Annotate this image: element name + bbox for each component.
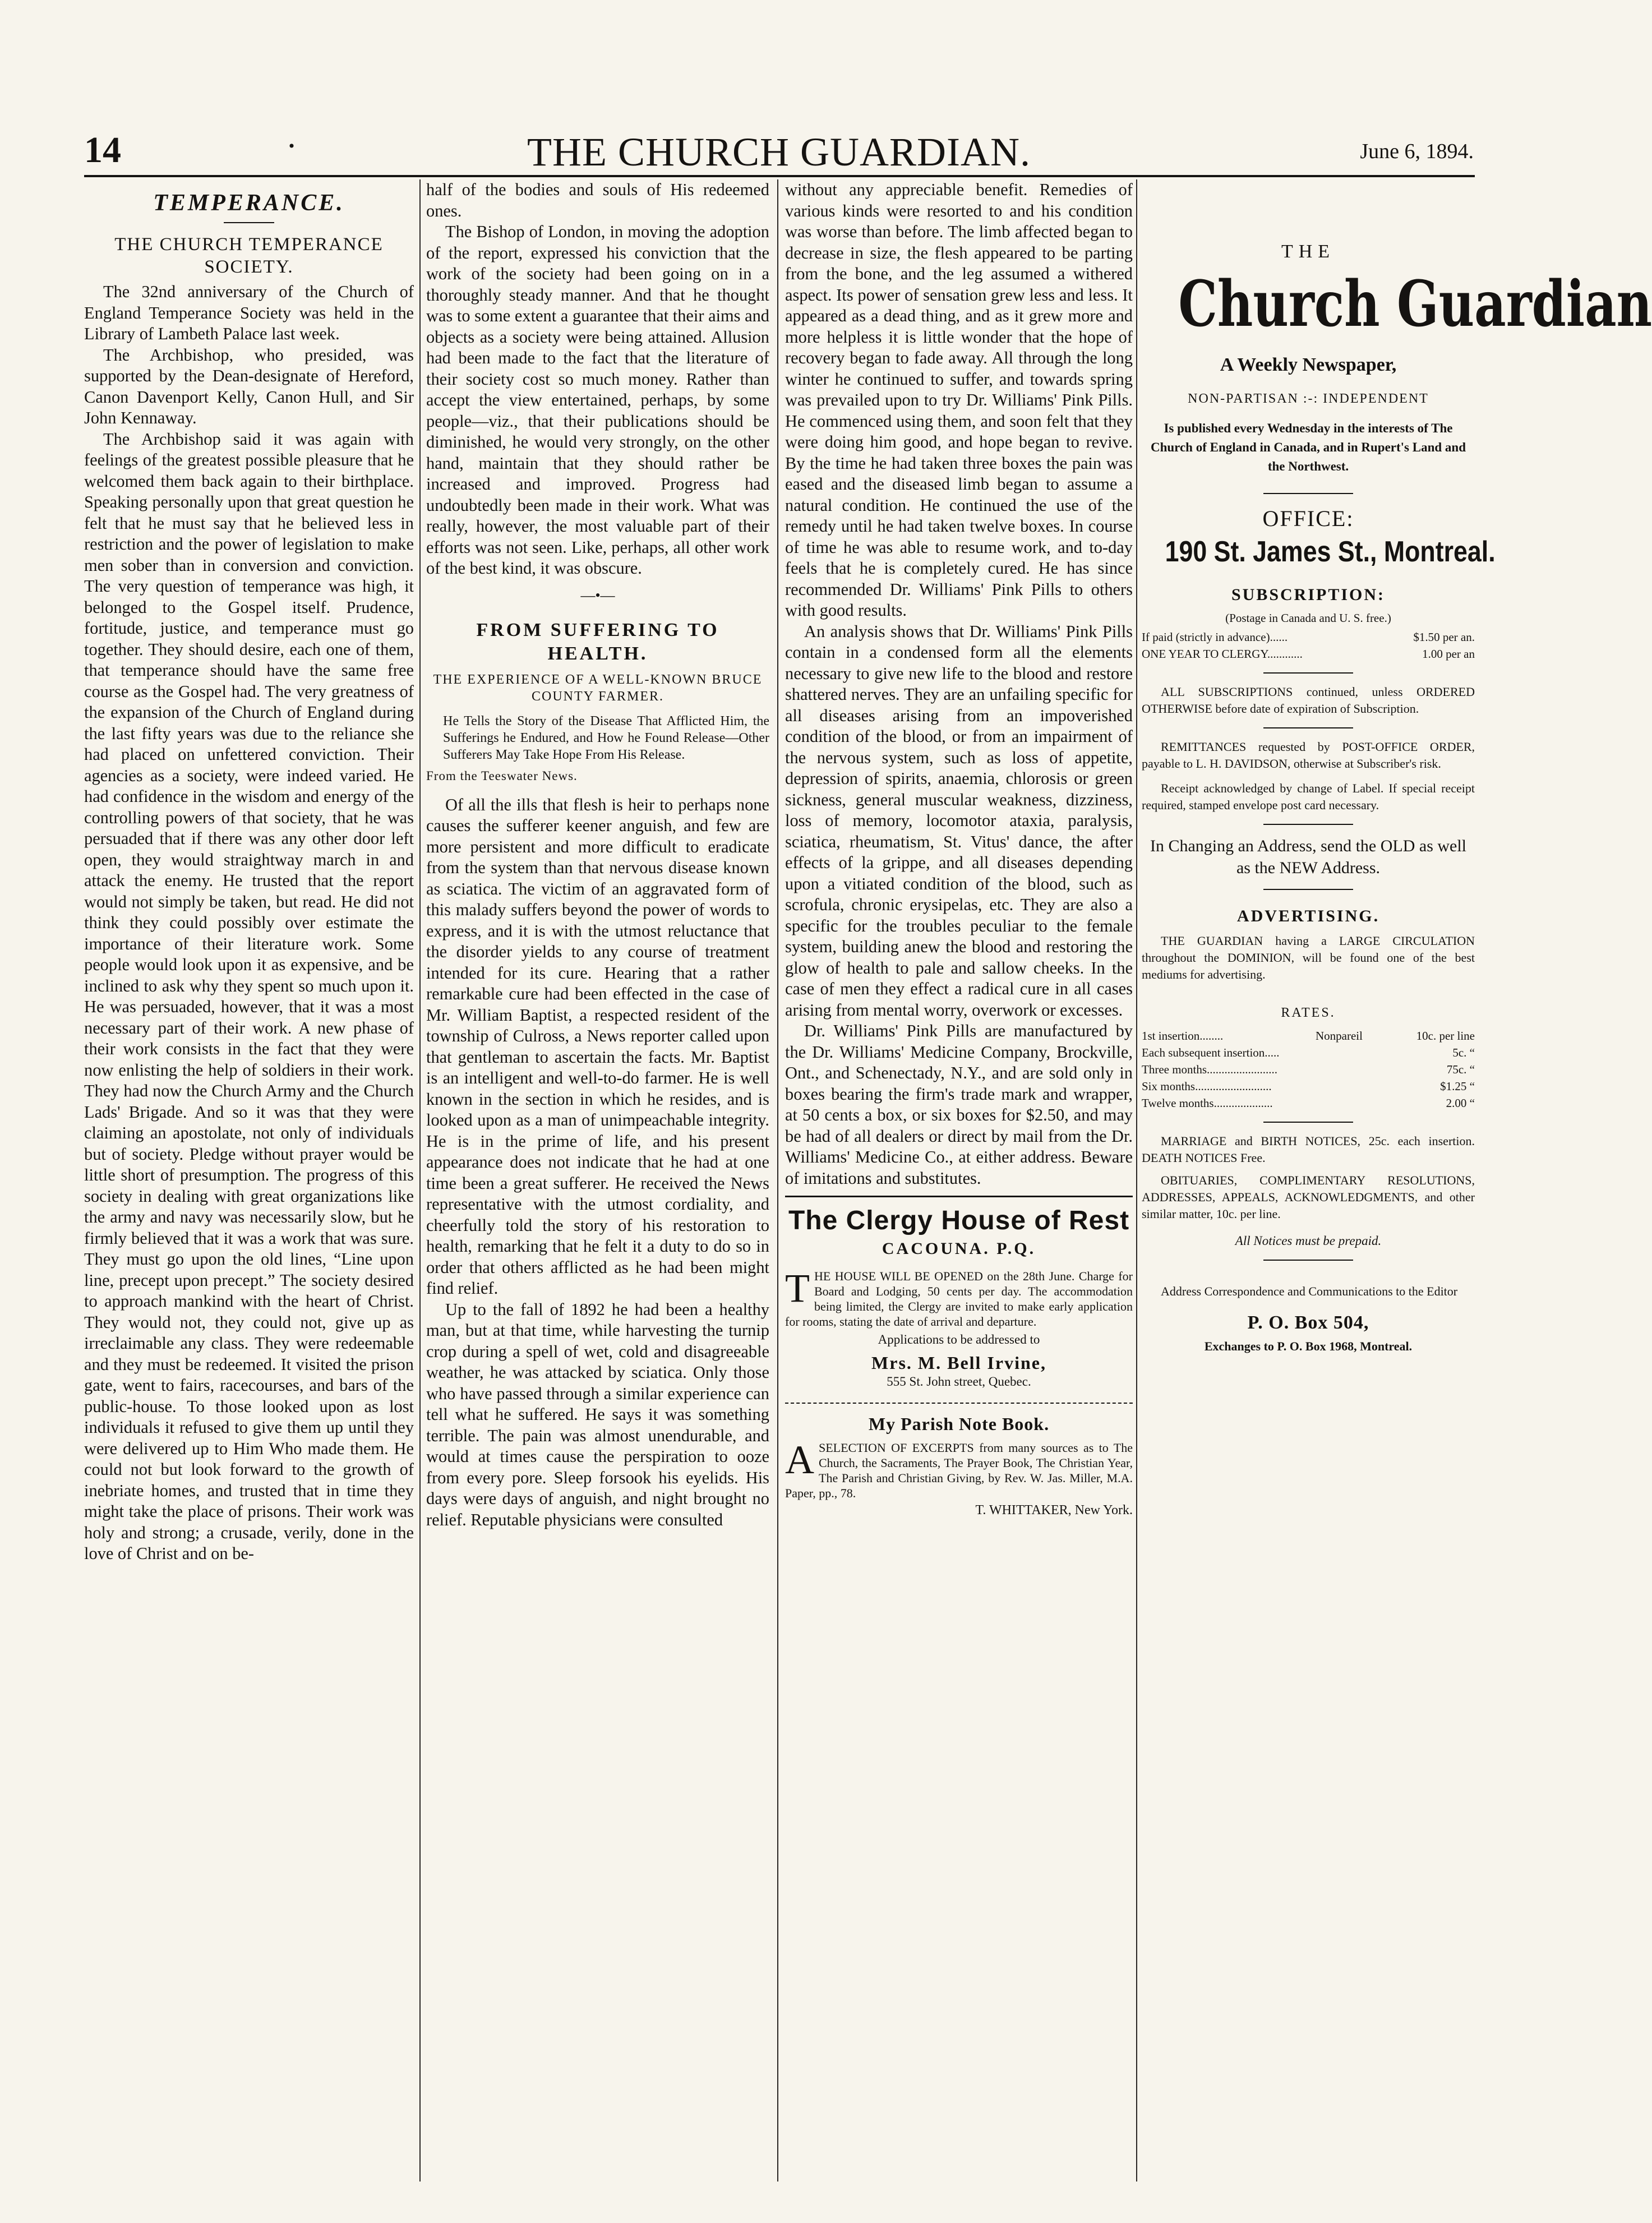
- ad-apply: Applications to be addressed to: [878, 1332, 1040, 1346]
- remittances-note: REMITTANCES requested by POST-OFFICE ORDER, payable to L. H. DAVIDSON, otherwise at Subscriber's risk.: [1142, 740, 1475, 771]
- paragraph: half of the bodies and souls of His redeemed ones.: [426, 180, 769, 220]
- rate-label: Six months..........................: [1142, 1080, 1272, 1093]
- clergy-house-ad: [785, 1196, 1133, 1404]
- ad-text: SELECTION OF EXCERPTS from many sources as to The Church, the Sacraments, The Prayer Book, The Christian Year, The Parish and Christian Giving, by Rev. W. Jas. Miller, M.A. Paper, pp., 78.: [785, 1441, 1133, 1500]
- column-1: [84, 179, 414, 2187]
- ad-title: The Clergy House of Rest: [788, 1206, 1130, 1235]
- article-heading: FROM SUFFERING TO HEALTH.: [476, 619, 719, 664]
- paragraph: The Archbishop, who presided, was supported by the Dean-designate of Hereford, Canon Davenport Kelly, Canon Hull, and Sir John Kennaway.: [84, 345, 414, 427]
- paragraph: without any appreciable benefit. Remedies of various kinds were resorted to and his condition was worse than before. The limb affected began to decrease in size, the flesh appeared to be parting from the bone, and the leg assumed a withered aspect. Its power of sensation grew less and less. It appeared as a dead thing, and as it grew more and more helpless it is little wonder that the hope of recovery began to fade away. All through the long winter he continued to suffer, and towards spring was prevailed upon to try Dr. Williams' Pink Pills. He commenced using them, and soon felt that they were doing him good, and hope began to revive. By the time he had taken three boxes the pain was eased and the diseased limb began to assume a natural condition. He continued the use of the remedy until he had taken twelve boxes. In course of time he was able to resume work, and to-day feels that he is completely cured. He has since recommended Dr. Williams' Pink Pills to others with good results.: [785, 180, 1133, 620]
- masthead-logo: Church Guardian: [1178, 268, 1652, 341]
- paper-title: THE CHURCH GUARDIAN.: [527, 130, 1031, 174]
- paragraph: The Bishop of London, in moving the adoption of the report, expressed his conviction that the work of the society had been going on in a thoroughly steady manner. And that he thought was to some extent a guarantee that their aims and objects as a society were being attained. Allusion had been made to the fact that the literature of their society cost so much money. Rather than accept the view entertained, perhaps, by some people—viz., that their publications should be diminished, he would very strongly, on the other hand, maintain that they should rather be increased and improved. Progress had undoubtedly been made in their work. What was really, however, the most valuable part of their efforts was not seen. Like, perhaps, all other work of the best kind, it was obscure.: [426, 222, 769, 578]
- rate-label: Each subsequent insertion.....: [1142, 1046, 1280, 1059]
- prepaid-note: All Notices must be prepaid.: [1235, 1234, 1382, 1248]
- rule: [224, 222, 274, 223]
- subscription-price: $1.50 per an.: [1413, 630, 1475, 644]
- column-3: [785, 179, 1133, 2187]
- rate-label: Twelve months....................: [1142, 1096, 1273, 1110]
- rule: [1263, 1260, 1353, 1261]
- drop-cap: A: [785, 1437, 814, 1482]
- rate-label: Three months........................: [1142, 1063, 1278, 1076]
- rate-price: $1.25 “: [1440, 1080, 1475, 1093]
- rate-type: [1316, 1044, 1402, 1061]
- obituaries-rate: OBITUARIES, COMPLIMENTARY RESOLUTIONS, ADDRESSES, APPEALS, ACKNOWLEDGMENTS, and other similar matter, 10c. per line.: [1142, 1173, 1475, 1221]
- subscription-row: [1142, 629, 1475, 645]
- postage-note: (Postage in Canada and U. S. free.): [1225, 611, 1391, 625]
- article-deck: He Tells the Story of the Disease That Afflicted Him, the Sufferings he Endured, and How he Found Release—Other Sufferers May Take Hope From His Release.: [443, 713, 769, 762]
- header-bullet: ·: [286, 127, 297, 164]
- rate-row: [1142, 1078, 1475, 1095]
- advertising-heading: ADVERTISING.: [1236, 907, 1380, 925]
- column-divider: [419, 179, 421, 2182]
- drop-cap: T: [785, 1266, 810, 1311]
- rule: [1263, 672, 1353, 674]
- column-2: [426, 179, 769, 2187]
- notebook-ad: [785, 1414, 1133, 1518]
- column-divider: [1136, 179, 1137, 2182]
- rate-label: 1st insertion........: [1142, 1029, 1224, 1043]
- ad-title: My Parish Note Book.: [868, 1414, 1050, 1434]
- paragraph: The 32nd anniversary of the Church of England Temperance Society was held in the Library of Lambeth Palace last week.: [84, 282, 414, 343]
- issue-date: June 6, 1894.: [1360, 140, 1474, 163]
- office-label: OFFICE:: [1262, 506, 1354, 531]
- rate-row: [1142, 1061, 1475, 1078]
- notices-rate: MARRIAGE and BIRTH NOTICES, 25c. each insertion. DEATH NOTICES Free.: [1142, 1134, 1475, 1165]
- rate-row: [1142, 1044, 1475, 1061]
- page-number: 14: [84, 130, 121, 170]
- correspondence-note: Address Correspondence and Communications to the Editor: [1161, 1284, 1458, 1298]
- paragraph: Dr. Williams' Pink Pills are manufactured by the Dr. Williams' Medicine Company, Brockville, Ont., and Schenectady, N.Y., and are sold only in boxes bearing the firm's trade mark and wrapper, at 50 cents a box, or six boxes for $2.50, and may be had of all dealers or direct by mail from the Dr. Williams' Medicine Co., at either address. Beware of imitations and substitutes.: [785, 1021, 1133, 1188]
- rule: [1263, 493, 1353, 494]
- ad-body: [785, 1437, 1133, 1501]
- rule: [1263, 889, 1353, 890]
- section-heading: TEMPERANCE.: [153, 190, 345, 216]
- rate-price: 5c. “: [1452, 1046, 1475, 1059]
- advertising-text: THE GUARDIAN having a LARGE CIRCULATION throughout the DOMINION, will be found one of the best mediums for advertising.: [1142, 934, 1475, 981]
- paragraph: The Archbishop said it was again with feelings of the greatest possible pleasure that he welcomed them back again to their birthplace. Speaking personally upon that great question he felt that he must say that he believed less in restriction and the power of legislation to make men sober than in conversion and conviction. The very question of temperance was high, it belonged to the Gospel itself. Prudence, fortitude, justice, and temperance must go together. They should desire, each one of them, that temperance should have the same free course as the Gospel had. The very greatness of the expansion of the Church of England during the last fifty years was due to the reliance she had placed on unfettered conviction. Their agencies as a society, were indeed varied. He had confidence in the wisdom and energy of the controlling powers of that society, that he was persuaded that if there was any other door left open, they would straightway march in and attack the enemy. He trusted that the report would not simply be taken, but read. He did not think they could possibly over estimate the importance of their literature work. Some people would look upon it as expensive, and be inclined to ask why they spent so much upon it. He was persuaded, however, that it was a most necessary part of their work. A new phase of their work consists in the fact that they were now enlisting the help of soldiers in their work. They had now the Church Army and the Church Lads' Brigade. And so it was that they were claiming an apostolate, not only of individuals but of society. Pledge without prayer would be little short of presumption. The progress of this society in dealing with great organizations like the army and navy was necessarily slow, but he firmly believed that it was a work that was sure. They must go upon the old lines, “Line upon line, precept upon precept.” The society desired to approach mankind with the heart of Christ. They would not, they could not, give up as irreclaimable any class. They were redeemable and they must be redeemed. It visited the prison gate, went to fairs, racecourses, and bars of the public-house. To those looked upon as lost individuals it refused to give them up until they were delivered up to Him Who made them. He could not but look forward to the growth of inebriate homes, and trusted that in time they might take the place of prisons. Their work was holy and strong; a crusade, verily, done in the love of Christ and on be-: [84, 429, 414, 1563]
- subscription-heading: SUBSCRIPTION:: [1231, 585, 1386, 604]
- subscription-label: ONE YEAR TO CLERGY............: [1142, 647, 1303, 661]
- rate-price: 10c. per line: [1416, 1029, 1475, 1043]
- nonpartisan-line: NON-PARTISAN :-: INDEPENDENT: [1188, 391, 1429, 406]
- rate-type: Nonpareil: [1316, 1029, 1363, 1043]
- ad-publisher: T. WHITTAKER, New York.: [975, 1503, 1133, 1518]
- column-divider: [777, 179, 778, 2182]
- article-source: From the Teeswater News.: [426, 768, 578, 783]
- ornament-divider: —•—: [580, 587, 615, 603]
- tagline: A Weekly Newspaper,: [1220, 354, 1397, 375]
- ad-text: HE HOUSE WILL BE OPENED on the 28th June. Charge for Board and Lodging, 50 cents per day. The accommodation being limited, the Clergy are invited to make early application for rooms, stating the date of arrival and departure.: [785, 1269, 1133, 1329]
- article-subheading: THE EXPERIENCE OF A WELL-KNOWN BRUCE COUNTY FARMER.: [433, 672, 763, 704]
- page-header: [84, 124, 1474, 181]
- masthead-the: THE: [1281, 241, 1336, 262]
- paragraph: Up to the fall of 1892 he had been a healthy man, but at that time, while harvesting the turnip crop during a spell of wet, cold and disagreeable weather, he was attacked by sciatica. Only those who have passed through a similar experience can tell what he suffered. He says it was something terrible. The pain was almost unendurable, and would at times cause the perspiration to ooze from every pore. Sleep forsook his eyelids. His days were days of anguish, and night brought no relief. Reputable physicians were consulted: [426, 1299, 769, 1529]
- receipt-note: Receipt acknowledged by change of Label. If special receipt required, stamped envelope post card necessary.: [1142, 781, 1475, 812]
- rate-type: [1316, 1078, 1402, 1095]
- rate-price: 75c. “: [1446, 1063, 1475, 1076]
- publication-note: Is published every Wednesday in the interests of The Church of England in Canada, and in Rupert's Land and the Northwest.: [1150, 421, 1466, 473]
- office-address: 190 St. James St., Montreal.: [1165, 536, 1496, 568]
- article-subheading: THE CHURCH TEMPERANCE SOCIETY.: [114, 234, 384, 277]
- exchanges-note: Exchanges to P. O. Box 1968, Montreal.: [1204, 1339, 1413, 1353]
- rate-type: [1316, 1095, 1402, 1112]
- column-4: [1142, 179, 1652, 2187]
- paragraph: Of all the ills that flesh is heir to perhaps none causes the sufferer keener anguish, and few are more persistent and more difficult to eradicate from the system than that nervous disease known as sciatica. The victim of an aggravated form of this malady suffers beyond the power of words to express, and it is with the utmost reluctance that the disorder yields to any course of treatment intended for its cure. Hearing that a rather remarkable cure had been effected in the case of Mr. William Baptist, a respected resident of the township of Culross, a News reporter called upon that gentleman to ascertain the facts. Mr. Baptist is an intelligent and well-to-do farmer. He is well known in the section in which he resides, and is looked upon as a man of unimpeachable integrity. He is in the prime of life, and his present appearance does not indicate that he had at one time been a great sufferer. He received the News representative with the utmost cordiality, and cheerfully told the story of his restoration to health, remarking that he felt it a duty to do so in order that others afflicted as he had been might find relief.: [426, 795, 769, 1298]
- subscription-price: 1.00 per an: [1422, 647, 1475, 661]
- rate-row: [1142, 1027, 1475, 1044]
- rate-row: [1142, 1095, 1475, 1112]
- ad-contact-address: 555 St. John street, Quebec.: [887, 1375, 1031, 1389]
- rule: [1263, 727, 1353, 728]
- rate-price: 2.00 “: [1446, 1096, 1475, 1110]
- rates-heading: RATES.: [1281, 1006, 1336, 1020]
- address-change-note: In Changing an Address, send the OLD as well as the NEW Address.: [1150, 837, 1467, 877]
- rule: [1263, 1122, 1353, 1123]
- subscription-label: If paid (strictly in advance)......: [1142, 630, 1288, 644]
- ad-body: [785, 1266, 1133, 1329]
- header-rule: [84, 175, 1475, 177]
- subscription-continued: ALL SUBSCRIPTIONS continued, unless ORDERED OTHERWISE before date of expiration of Subscription.: [1142, 685, 1475, 716]
- subscription-row: [1142, 645, 1475, 662]
- paragraph: An analysis shows that Dr. Williams' Pink Pills contain in a condensed form all the elements necessary to give new life to the blood and restore shattered nerves. They are an unfailing specific for all diseases arising from an impoverished condition of the blood, or from an impairment of the nervous system, such as loss of appetite, depression of spirits, anaemia, chlorosis or green sickness, general muscular weakness, dizziness, loss of memory, locomotor ataxia, paralysis, sciatica, rheumatism, St. Vitus' dance, the after effects of la grippe, and all diseases depending upon a vitiated condition of the blood, such as scrofula, chronic erysipelas, etc. They are also a specific for the troubles peculiar to the female system, building anew the blood and restoring the glow of health to pale and sallow cheeks. In the case of men they effect a radical cure in all cases arising from mental worry, overwork or excesses.: [785, 621, 1133, 1020]
- po-box: P. O. Box 504,: [1247, 1312, 1369, 1333]
- ad-place: CACOUNA. P.Q.: [882, 1239, 1036, 1258]
- rate-type: [1316, 1061, 1402, 1078]
- ad-contact-name: Mrs. M. Bell Irvine,: [871, 1353, 1046, 1373]
- rule: [1263, 824, 1353, 825]
